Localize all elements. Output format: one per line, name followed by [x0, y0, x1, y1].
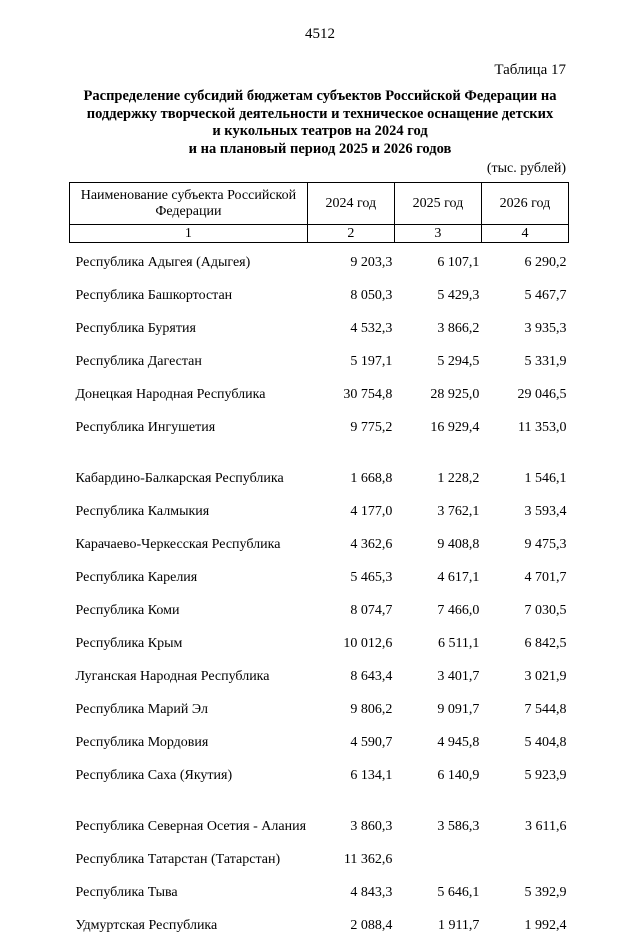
value-2024-cell: 4 362,6: [307, 525, 394, 558]
column-number: 1: [70, 225, 308, 243]
region-name-cell: Удмуртская Республика: [70, 906, 308, 939]
value-2024-cell: 8 643,4: [307, 657, 394, 690]
table-row: [70, 789, 569, 840]
value-2025-cell: 6 511,1: [394, 624, 481, 657]
table-row: [70, 873, 569, 906]
value-2025-cell: 3 866,2: [394, 309, 481, 342]
column-number: 3: [394, 225, 481, 243]
region-name-cell: Луганская Народная Республика: [70, 657, 308, 690]
region-name-cell: Республика Башкортостан: [70, 276, 308, 309]
table-row: [70, 756, 569, 789]
value-2024-cell: 6 134,1: [307, 756, 394, 789]
value-2026-cell: 7 030,5: [481, 591, 568, 624]
value-2024-cell: 9 806,2: [307, 690, 394, 723]
value-2024-cell: 1 668,8: [307, 441, 394, 492]
region-name-cell: Республика Карелия: [70, 558, 308, 591]
value-2026-cell: 11 353,0: [481, 408, 568, 441]
title-line: и на плановый период 2025 и 2026 годов: [60, 141, 580, 159]
value-2025-cell: 5 429,3: [394, 276, 481, 309]
value-2026-cell: 5 392,9: [481, 873, 568, 906]
value-2025-cell: 28 925,0: [394, 375, 481, 408]
value-2024-cell: 8 074,7: [307, 591, 394, 624]
table-row: [70, 840, 569, 873]
value-2025-cell: 16 929,4: [394, 408, 481, 441]
value-2025-cell: 5 646,1: [394, 873, 481, 906]
value-2026-cell: 1 546,1: [481, 441, 568, 492]
value-2026-cell: [481, 840, 568, 873]
column-number: 2: [307, 225, 394, 243]
region-name-cell: Республика Адыгея (Адыгея): [70, 243, 308, 277]
value-2026-cell: 9 475,3: [481, 525, 568, 558]
region-name-cell: Республика Марий Эл: [70, 690, 308, 723]
title-line: Распределение субсидий бюджетам субъектов Российской Федерации на: [60, 88, 580, 106]
value-2026-cell: 6 290,2: [481, 243, 568, 277]
region-name-cell: Республика Мордовия: [70, 723, 308, 756]
value-2025-cell: 1 228,2: [394, 441, 481, 492]
subsidy-table: [69, 182, 569, 939]
region-name-cell: Республика Дагестан: [70, 342, 308, 375]
table-row: [70, 309, 569, 342]
value-2026-cell: 3 021,9: [481, 657, 568, 690]
column-header-region: Наименование субъекта Российской Федерации: [70, 183, 308, 225]
value-2024-cell: 4 590,7: [307, 723, 394, 756]
table-row: [70, 276, 569, 309]
value-2025-cell: 6 140,9: [394, 756, 481, 789]
column-header-2024: 2024 год: [307, 183, 394, 225]
table-body: [70, 243, 569, 939]
table-title: [60, 88, 580, 158]
table-row: [70, 525, 569, 558]
value-2025-cell: 1 911,7: [394, 906, 481, 939]
value-2026-cell: 29 046,5: [481, 375, 568, 408]
table-row: [70, 591, 569, 624]
region-name-cell: Кабардино-Балкарская Республика: [70, 441, 308, 492]
table-row: [70, 723, 569, 756]
region-name-cell: Республика Бурятия: [70, 309, 308, 342]
region-name-cell: Республика Тыва: [70, 873, 308, 906]
value-2024-cell: 5 465,3: [307, 558, 394, 591]
value-2026-cell: 1 992,4: [481, 906, 568, 939]
value-2025-cell: 3 762,1: [394, 492, 481, 525]
value-2025-cell: [394, 840, 481, 873]
region-name-cell: Донецкая Народная Республика: [70, 375, 308, 408]
table-row: [70, 906, 569, 939]
page-number: 4512: [0, 26, 640, 43]
title-line: и кукольных театров на 2024 год: [60, 123, 580, 141]
table-label: Таблица 17: [494, 62, 566, 79]
value-2026-cell: 5 404,8: [481, 723, 568, 756]
value-2024-cell: 4 532,3: [307, 309, 394, 342]
value-2024-cell: 3 860,3: [307, 789, 394, 840]
value-2024-cell: 8 050,3: [307, 276, 394, 309]
value-2024-cell: 4 843,3: [307, 873, 394, 906]
value-2025-cell: 4 617,1: [394, 558, 481, 591]
table-row: [70, 624, 569, 657]
value-2024-cell: 2 088,4: [307, 906, 394, 939]
table-row: [70, 243, 569, 277]
value-2025-cell: 3 586,3: [394, 789, 481, 840]
column-header-2026: 2026 год: [481, 183, 568, 225]
value-2024-cell: 9 203,3: [307, 243, 394, 277]
value-2026-cell: 5 923,9: [481, 756, 568, 789]
column-number-row: [70, 225, 569, 243]
table-row: [70, 690, 569, 723]
value-2025-cell: 7 466,0: [394, 591, 481, 624]
table-row: [70, 558, 569, 591]
value-2024-cell: 11 362,6: [307, 840, 394, 873]
table-row: [70, 441, 569, 492]
value-2026-cell: 3 611,6: [481, 789, 568, 840]
value-2026-cell: 4 701,7: [481, 558, 568, 591]
table-row: [70, 492, 569, 525]
value-2024-cell: 10 012,6: [307, 624, 394, 657]
value-2025-cell: 5 294,5: [394, 342, 481, 375]
value-2026-cell: 5 331,9: [481, 342, 568, 375]
column-header-2025: 2025 год: [394, 183, 481, 225]
table-row: [70, 342, 569, 375]
value-2026-cell: 3 593,4: [481, 492, 568, 525]
table-row: [70, 657, 569, 690]
region-name-cell: Карачаево-Черкесская Республика: [70, 525, 308, 558]
region-name-cell: Республика Татарстан (Татарстан): [70, 840, 308, 873]
value-2024-cell: 9 775,2: [307, 408, 394, 441]
title-line: поддержку творческой деятельности и техническое оснащение детских: [60, 106, 580, 124]
value-2025-cell: 9 408,8: [394, 525, 481, 558]
column-number: 4: [481, 225, 568, 243]
value-2026-cell: 7 544,8: [481, 690, 568, 723]
region-name-cell: Республика Калмыкия: [70, 492, 308, 525]
header-row: [70, 183, 569, 225]
table-row: [70, 408, 569, 441]
value-2026-cell: 3 935,3: [481, 309, 568, 342]
region-name-cell: Республика Коми: [70, 591, 308, 624]
value-2025-cell: 9 091,7: [394, 690, 481, 723]
value-2024-cell: 5 197,1: [307, 342, 394, 375]
region-name-cell: Республика Ингушетия: [70, 408, 308, 441]
value-2024-cell: 30 754,8: [307, 375, 394, 408]
table-row: [70, 375, 569, 408]
value-2025-cell: 6 107,1: [394, 243, 481, 277]
value-2025-cell: 3 401,7: [394, 657, 481, 690]
value-2025-cell: 4 945,8: [394, 723, 481, 756]
region-name-cell: Республика Саха (Якутия): [70, 756, 308, 789]
units-label: (тыс. рублей): [487, 161, 566, 177]
value-2026-cell: 6 842,5: [481, 624, 568, 657]
value-2024-cell: 4 177,0: [307, 492, 394, 525]
region-name-cell: Республика Северная Осетия - Алания: [70, 789, 308, 840]
value-2026-cell: 5 467,7: [481, 276, 568, 309]
region-name-cell: Республика Крым: [70, 624, 308, 657]
